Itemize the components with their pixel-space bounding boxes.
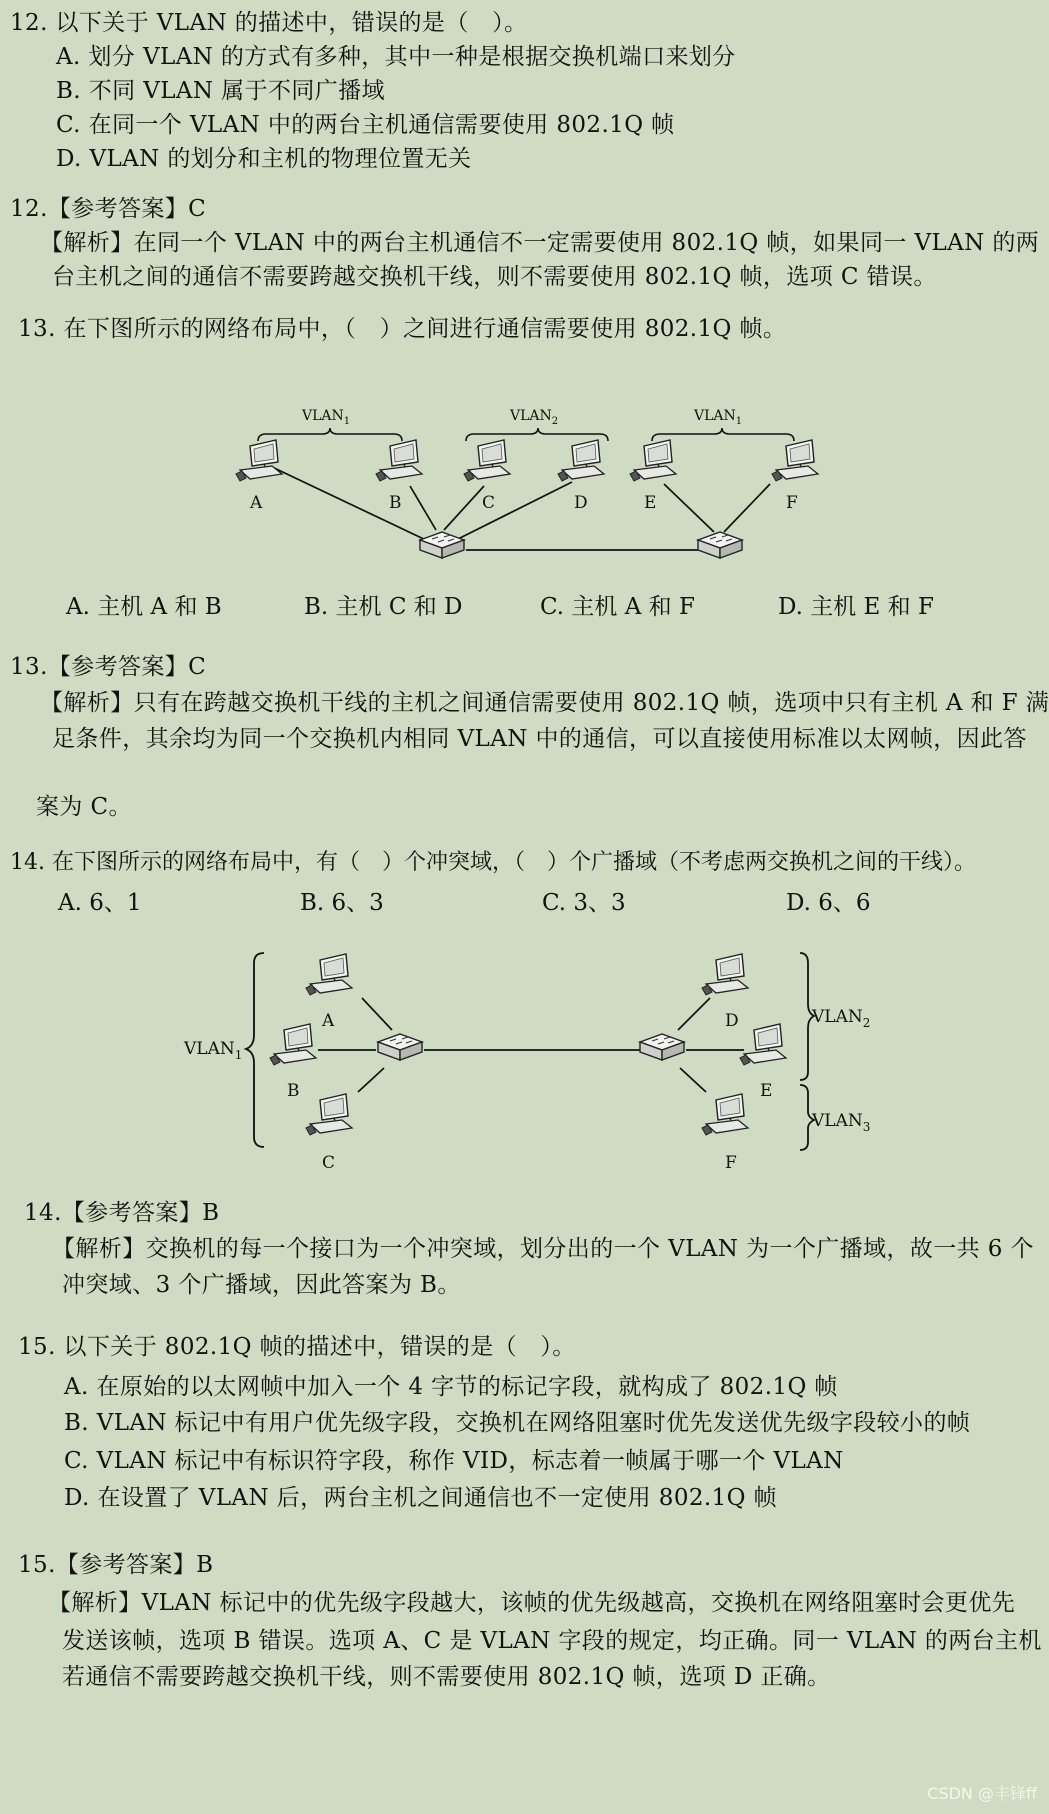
q14-host-f: F (725, 1153, 737, 1173)
q14-pc-c (306, 1094, 352, 1135)
q12-option-c: C. 在同一个 VLAN 中的两台主机通信需要使用 802.1Q 帧 (56, 112, 675, 138)
q13-brace-vlan1-left (258, 428, 402, 441)
q14-option-b: B. 6、3 (300, 890, 384, 916)
q13-network-figure (236, 408, 818, 558)
q12-stem: 12. 以下关于 VLAN 的描述中，错误的是（ ）。 (10, 10, 528, 36)
q15-analysis-line1: 【解析】VLAN 标记中的优先级字段越大，该帧的优先级越高，交换机在网络阻塞时会更优先 (48, 1590, 1016, 1616)
q14-host-b: B (287, 1081, 300, 1101)
q14-switch-left (378, 1034, 422, 1060)
q13-host-e: E (644, 493, 657, 513)
q13-vlan-label-3: $VLAN_1$ (694, 408, 743, 427)
q12-option-b: B. 不同 VLAN 属于不同广播域 (56, 78, 385, 104)
q14-vlan1-label: $VLAN_1$ (184, 1039, 243, 1062)
q14-vlan2-label: $VLAN_2$ (812, 1007, 871, 1030)
q13-host-d: D (574, 493, 588, 513)
q14-pc-e (740, 1024, 786, 1065)
q12-analysis-line1: 【解析】在同一个 VLAN 中的两台主机通信不一定需要使用 802.1Q 帧，如果同一 VLAN 的两 (40, 230, 1040, 256)
q14-host-c: C (322, 1153, 336, 1173)
q13-host-f: F (786, 493, 798, 513)
q13-option-c: C. 主机 A 和 F (540, 594, 695, 620)
q12-analysis-line2: 台主机之间的通信不需要跨越交换机干线，则不需要使用 802.1Q 帧，选项 C 错误。 (52, 264, 937, 290)
q13-vlan-label-2: $VLAN_2$ (510, 408, 559, 427)
q13-pc-b (376, 440, 422, 481)
q13-host-b: B (389, 493, 402, 513)
q15-option-b: B. VLAN 标记中有用户优先级字段，交换机在网络阻塞时优先发送优先级字段较小的帧 (64, 1410, 971, 1436)
q14-pc-a (306, 954, 352, 995)
q13-pc-c (464, 440, 510, 481)
q15-analysis-line2: 发送该帧，选项 B 错误。选项 A、C 是 VLAN 字段的规定，均正确。同一 VLAN 的两台主机 (62, 1628, 1042, 1654)
q14-switch-right (640, 1034, 684, 1060)
q14-brace-vlan1 (246, 953, 264, 1147)
q13-switch-left (420, 532, 464, 558)
q14-stem: 14. 在下图所示的网络布局中，有（ ）个冲突域，（ ）个广播域（不考虑两交换机之间的干线）。 (10, 850, 976, 875)
q14-host-d: D (725, 1011, 739, 1031)
q12-option-d: D. VLAN 的划分和主机的物理位置无关 (56, 146, 472, 172)
q13-pc-d (558, 440, 604, 481)
q12-answer: 12.【参考答案】C (10, 196, 207, 222)
q13-option-b: B. 主机 C 和 D (304, 594, 463, 620)
q13-pc-f (772, 440, 818, 481)
q15-analysis-line3: 若通信不需要跨越交换机干线，则不需要使用 802.1Q 帧，选项 D 正确。 (62, 1664, 831, 1690)
q13-host-a: A (250, 493, 263, 513)
q14-analysis-line1: 【解析】交换机的每一个接口为一个冲突域，划分出的一个 VLAN 为一个广播域，故一共 6 个 (52, 1236, 1034, 1262)
q15-answer: 15.【参考答案】B (18, 1552, 214, 1578)
q14-network-figure (183, 953, 870, 1173)
q13-pc-a (236, 440, 282, 481)
q14-vlan3-label: $VLAN_3$ (812, 1111, 871, 1134)
q15-option-a: A. 在原始的以太网帧中加入一个 4 字节的标记字段，就构成了 802.1Q 帧 (64, 1374, 838, 1400)
q12-option-a: A. 划分 VLAN 的方式有多种，其中一种是根据交换机端口来划分 (56, 44, 736, 70)
q15-option-c: C. VLAN 标记中有标识符字段，称作 VID，标志着一帧属于哪一个 VLAN (64, 1448, 844, 1474)
q13-option-d: D. 主机 E 和 F (778, 594, 934, 620)
q15-option-d: D. 在设置了 VLAN 后，两台主机之间通信也不一定使用 802.1Q 帧 (64, 1485, 778, 1511)
q14-option-a: A. 6、1 (58, 890, 142, 916)
q13-analysis-line3: 案为 C。 (36, 794, 132, 820)
q13-option-a: A. 主机 A 和 B (66, 594, 222, 620)
q13-host-c: C (482, 493, 496, 513)
q13-brace-vlan2 (466, 428, 608, 441)
q13-vlan-label-1: $VLAN_1$ (302, 408, 351, 427)
q13-answer: 13.【参考答案】C (10, 654, 207, 680)
q15-stem: 15. 以下关于 802.1Q 帧的描述中，错误的是（ ）。 (18, 1334, 576, 1360)
q14-pc-d (702, 954, 748, 995)
watermark: CSDN @丰锋ff (927, 1784, 1037, 1803)
q13-pc-e (630, 440, 676, 481)
q13-analysis-line2: 足条件，其余均为同一个交换机内相同 VLAN 中的通信，可以直接使用标准以太网帧，因此答 (52, 726, 1027, 752)
q13-analysis-line1: 【解析】只有在跨越交换机干线的主机之间通信需要使用 802.1Q 帧，选项中只有主机 A 和 F 满 (40, 690, 1049, 716)
q13-switch-right (698, 532, 742, 558)
q14-pc-b (270, 1024, 316, 1065)
q14-host-e: E (760, 1081, 773, 1101)
q13-stem: 13. 在下图所示的网络布局中，（ ）之间进行通信需要使用 802.1Q 帧。 (18, 316, 787, 342)
q14-pc-f (702, 1094, 748, 1135)
q14-host-a: A (322, 1011, 335, 1031)
q14-analysis-line2: 冲突域、3 个广播域，因此答案为 B。 (62, 1272, 461, 1298)
q14-option-c: C. 3、3 (542, 890, 626, 916)
q14-answer: 14.【参考答案】B (24, 1200, 220, 1226)
q13-brace-vlan1-right (652, 428, 794, 441)
q14-option-d: D. 6、6 (786, 890, 871, 916)
